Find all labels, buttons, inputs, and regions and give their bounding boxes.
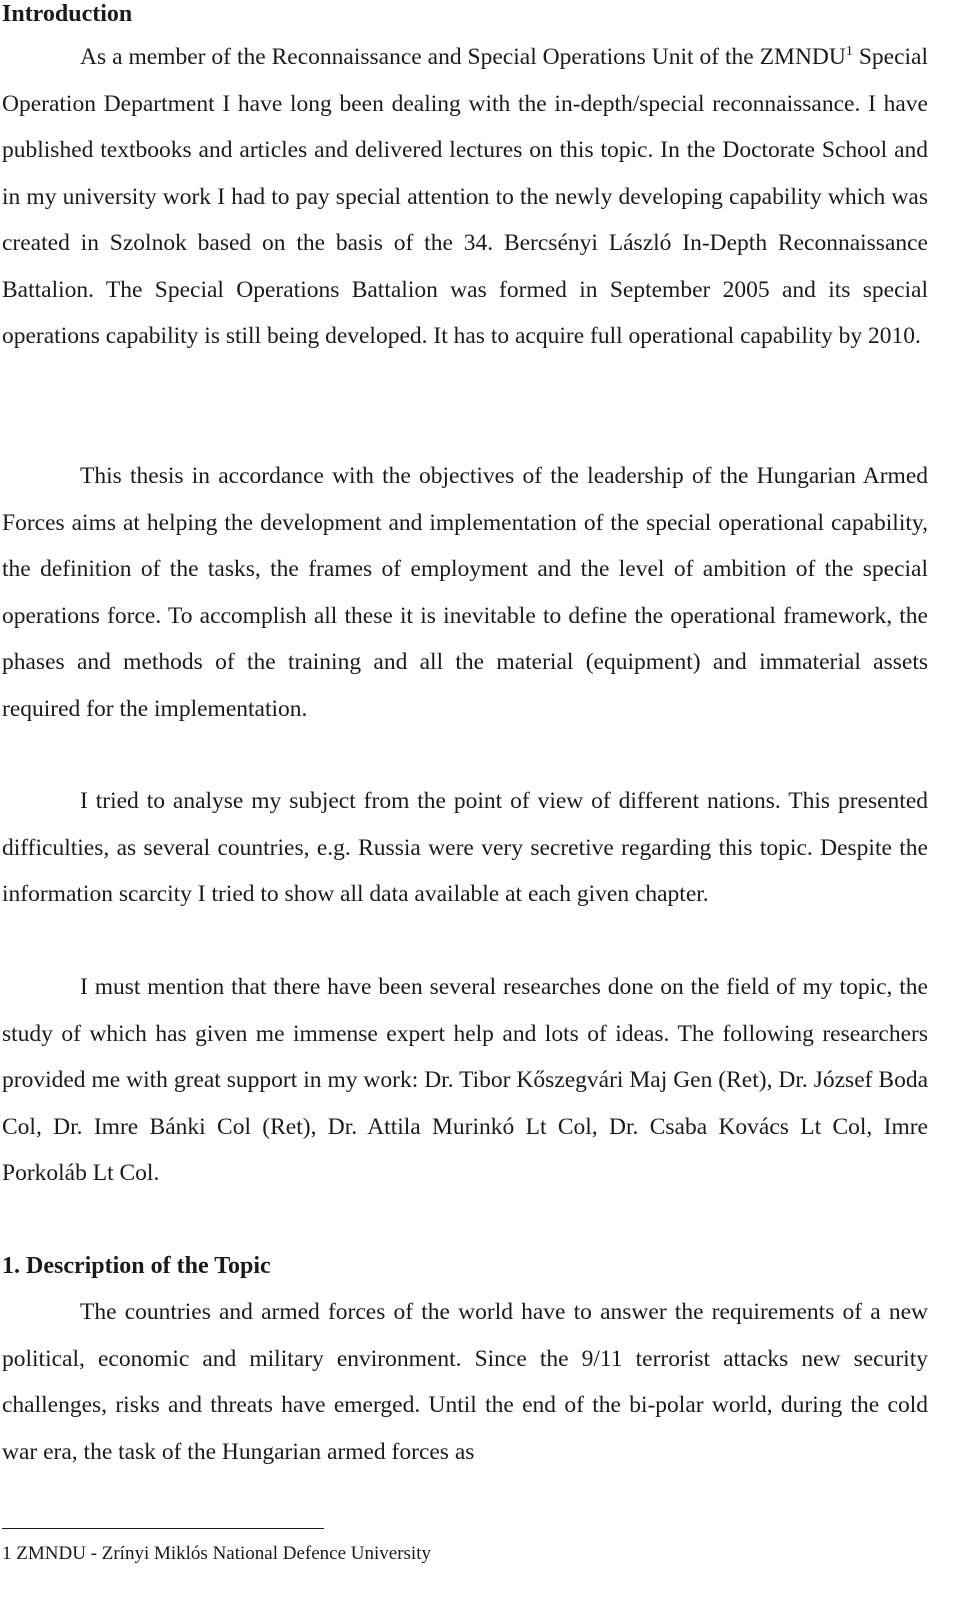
section-1-paragraph-1-text: The countries and armed forces of the world have to answer the requirements of a new political, economic and military environment. Since the 9/11 terrorist attacks new security challenges, risks and threats have emerged. Until the end of the bi-polar world, during the cold war era, the task of the Hungarian armed forces as [2, 1299, 928, 1465]
intro-paragraph-2-text: This thesis in accordance with the objectives of the leadership of the Hungarian Armed Forces aims at helping the development and implementation of the special operational capability, the definition of the tasks, the frames of employment and the level of ambition of the special operations force. To accomplish all these it is inevitable to define the operational framework, the phases and methods of the training and all the material (equipment) and immaterial assets required for the implementation. [2, 463, 928, 722]
footnote-divider [2, 1528, 324, 1529]
intro-paragraph-4 [2, 964, 928, 1197]
intro-paragraph-1-text-b: Special Operation Department I have long been dealing with the in-depth/special reconnaissance. I have published textbooks and articles and delivered lectures on this topic. In the Doctorate School and in my university work I had to pay special attention to the newly developing capability which was created in Szolnok based on the basis of the 34. Bercsényi László In-Depth Reconnaissance Battalion. The Special Operations Battalion was formed in September 2005 and its special operations capability is still being developed. It has to acquire full operational capability by 2010. [2, 44, 929, 349]
section-1-heading: 1. Description of the Topic [2, 1253, 271, 1279]
intro-paragraph-2 [2, 453, 928, 732]
intro-paragraph-1 [2, 34, 928, 360]
intro-paragraph-3 [2, 778, 928, 918]
section-1-paragraph-1 [2, 1289, 928, 1475]
intro-heading: Introduction [2, 1, 133, 27]
intro-paragraph-3-text: I tried to analyse my subject from the point of view of different nations. This presented difficulties, as several countries, e.g. Russia were very secretive regarding this topic. Despite the information scarcity I tried to show all data available at each given chapter. [2, 788, 928, 907]
footnote-marker: 1 [845, 44, 853, 59]
intro-paragraph-4-text: I must mention that there have been several researches done on the field of my topic, the study of which has given me immense expert help and lots of ideas. The following researchers provided me with great support in my work: Dr. Tibor Kőszegvári Maj Gen (Ret), Dr. József Boda Col, Dr. Imre Bánki Col (Ret), Dr. Attila Murinkó Lt Col, Dr. Csaba Kovács Lt Col, Imre Porkoláb Lt Col. [2, 974, 928, 1186]
footnote: 1 ZMNDU - Zrínyi Miklós National Defence University [2, 1543, 431, 1564]
intro-paragraph-1-text-a: As a member of the Reconnaissance and Special Operations Unit of the ZMNDU [80, 44, 846, 70]
